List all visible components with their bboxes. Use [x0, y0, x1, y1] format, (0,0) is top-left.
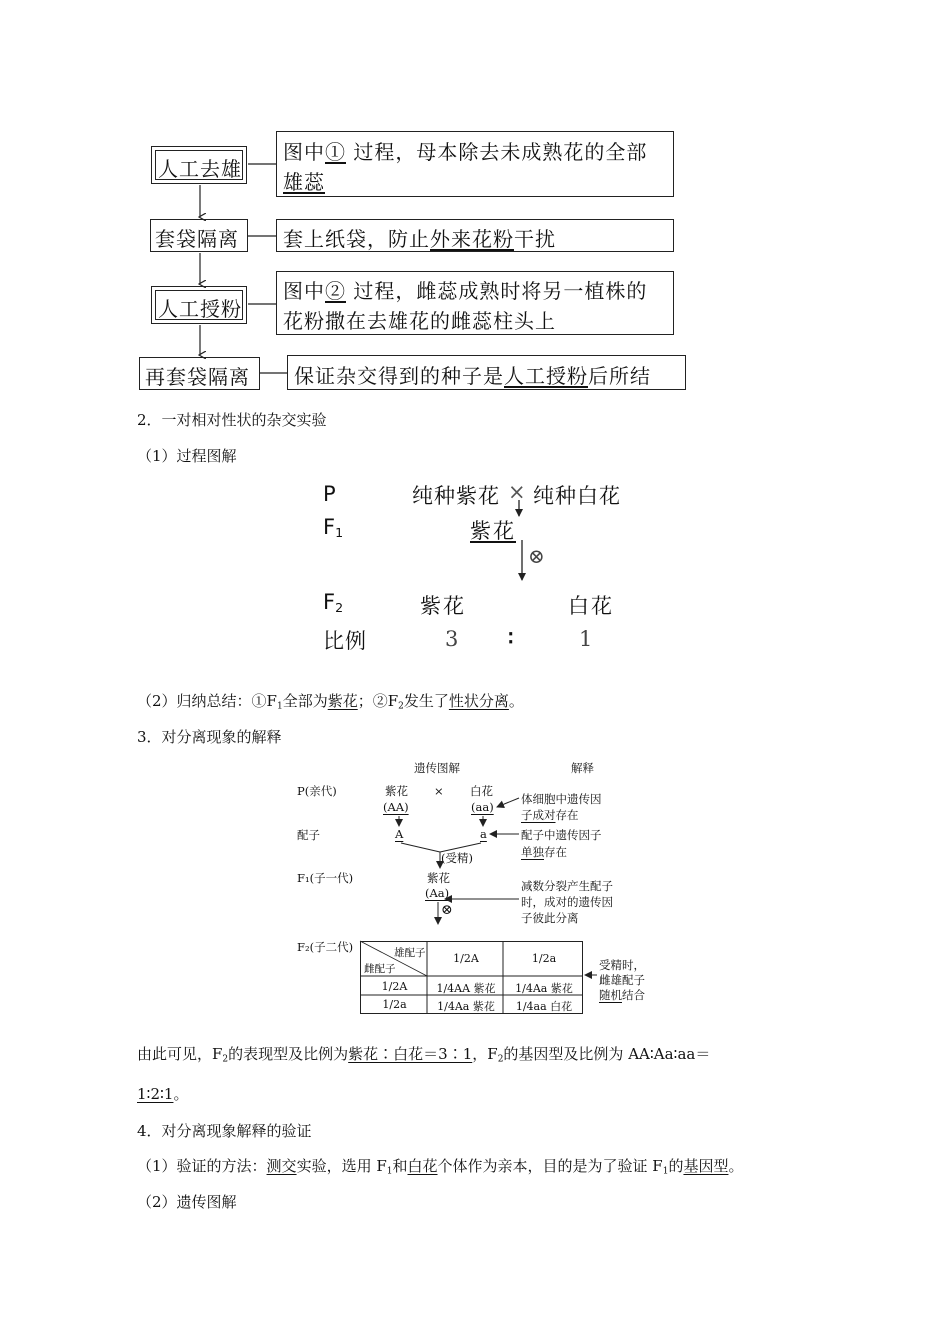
- ratio-right: 1: [579, 627, 593, 651]
- gamete-A: A: [395, 827, 404, 841]
- p-label: P: [323, 482, 336, 506]
- flow-step-desc: 图中① 过程，母本除去未成熟花的全部: [283, 140, 648, 164]
- flow-step-desc-line2: 花粉撒在去雄花的雌蕊柱头上: [283, 309, 556, 333]
- explanation-4a: 受精时，: [599, 958, 645, 972]
- explanation-2a: 配子中遗传因子: [521, 828, 602, 842]
- table-col-header: 1/2a: [531, 952, 557, 965]
- parent-white: 纯种白花: [533, 484, 621, 508]
- section-heading: 4．对分离现象解释的验证: [137, 1122, 312, 1140]
- explanation-3b: 时，成对的遗传因: [521, 895, 613, 909]
- table-cell: 1/4Aa 紫花: [515, 982, 573, 995]
- explanation-1b: 子成对存在: [521, 808, 579, 822]
- table-cell: 1/4aa 白花: [515, 1000, 573, 1013]
- ratio-label: 比例: [323, 629, 367, 653]
- genotype-aa: (aa): [471, 800, 494, 814]
- explanation-2b: 单独存在: [521, 845, 567, 859]
- explanation-4c: 随机结合: [599, 988, 645, 1002]
- conclusion-line2: 1∶2∶1。: [137, 1085, 189, 1103]
- table-row-header: 1/2a: [382, 998, 407, 1011]
- gamete-a: a: [480, 827, 487, 841]
- f2-white: 白花: [568, 594, 614, 618]
- table-cell: 1/4AA 紫花: [436, 982, 496, 995]
- conclusion-line1: 由此可见，$F_2$的表现型及比例为紫花∶白花＝3∶1，$F_2$的基因型及比例为 AA∶Aa∶aa＝: [137, 1045, 711, 1065]
- f1-genotype: (Aa): [425, 886, 450, 900]
- table-header-male: 雄配子: [394, 947, 426, 959]
- summary-line: （2）归纳总结：$①F_1$全部为紫花；$②F_2$发生了性状分离。: [137, 692, 524, 712]
- explanation-4b: 雌雄配子: [599, 973, 645, 987]
- f1-generation-label: F₁(子一代): [297, 871, 354, 885]
- white-flower: 白花: [470, 784, 493, 798]
- f1-value: 紫花: [470, 519, 516, 543]
- section-heading: 2．一对相对性状的杂交实验: [137, 411, 327, 429]
- ratio-sep: ∶: [508, 625, 514, 650]
- flow-step-desc: 套上纸袋，防止外来花粉干扰: [283, 227, 556, 251]
- flow-step-desc-line2: 雄蕊: [283, 170, 325, 194]
- f1-label: $F_1$: [323, 515, 344, 541]
- explanation-3c: 子彼此分离: [521, 911, 579, 925]
- genotype-AA: (AA): [383, 800, 409, 814]
- verification-method: （1）验证的方法：测交实验，选用 $F_1$和白花个体作为亲本，目的是为了验证 $F_1$的基因型。: [137, 1157, 744, 1177]
- section-heading: 3．对分离现象的解释: [137, 728, 282, 746]
- f2-purple: 紫花: [420, 594, 466, 618]
- table-row-header: 1/2A: [381, 980, 408, 993]
- parent-purple: 纯种紫花: [412, 484, 500, 508]
- f1-flower: 紫花: [427, 871, 450, 885]
- table-col-header: 1/2A: [453, 952, 479, 965]
- table-cell: 1/4Aa 紫花: [437, 1000, 495, 1013]
- col-header-left: 遗传图解: [414, 761, 460, 775]
- ratio-left: 3: [445, 627, 459, 651]
- selfing-icon: ⊗: [441, 902, 453, 918]
- flow-step-label: 人工去雄: [158, 157, 242, 181]
- subheading: （2）遗传图解: [137, 1193, 237, 1211]
- col-header-right: 解释: [571, 761, 594, 775]
- flow-step-desc: 图中② 过程，雌蕊成熟时将另一植株的: [283, 279, 648, 303]
- fertilization-label: (受精): [441, 851, 473, 865]
- f2-label: $F_2$: [323, 590, 344, 616]
- f2-generation-label: F₂(子二代): [297, 940, 354, 954]
- flow-step-label: 再套袋隔离: [145, 365, 250, 389]
- explanation-3a: 减数分裂产生配子: [521, 879, 613, 893]
- flow-step-label: 套袋隔离: [155, 227, 239, 251]
- explanation-1a: 体细胞中遗传因: [521, 792, 602, 806]
- flow-step-desc: 保证杂交得到的种子是人工授粉后所结: [294, 364, 651, 388]
- purple-flower: 紫花: [385, 784, 408, 798]
- flow-step-label: 人工授粉: [158, 297, 242, 321]
- table-header-female: 雌配子: [364, 963, 396, 975]
- cross-sign: ×: [508, 480, 526, 504]
- gamete-label: 配子: [297, 828, 320, 842]
- selfing-icon: ⊗: [528, 544, 545, 568]
- p-generation-label: P(亲代): [297, 784, 337, 798]
- subheading: （1）过程图解: [137, 447, 237, 465]
- cross-sign: ×: [434, 784, 444, 798]
